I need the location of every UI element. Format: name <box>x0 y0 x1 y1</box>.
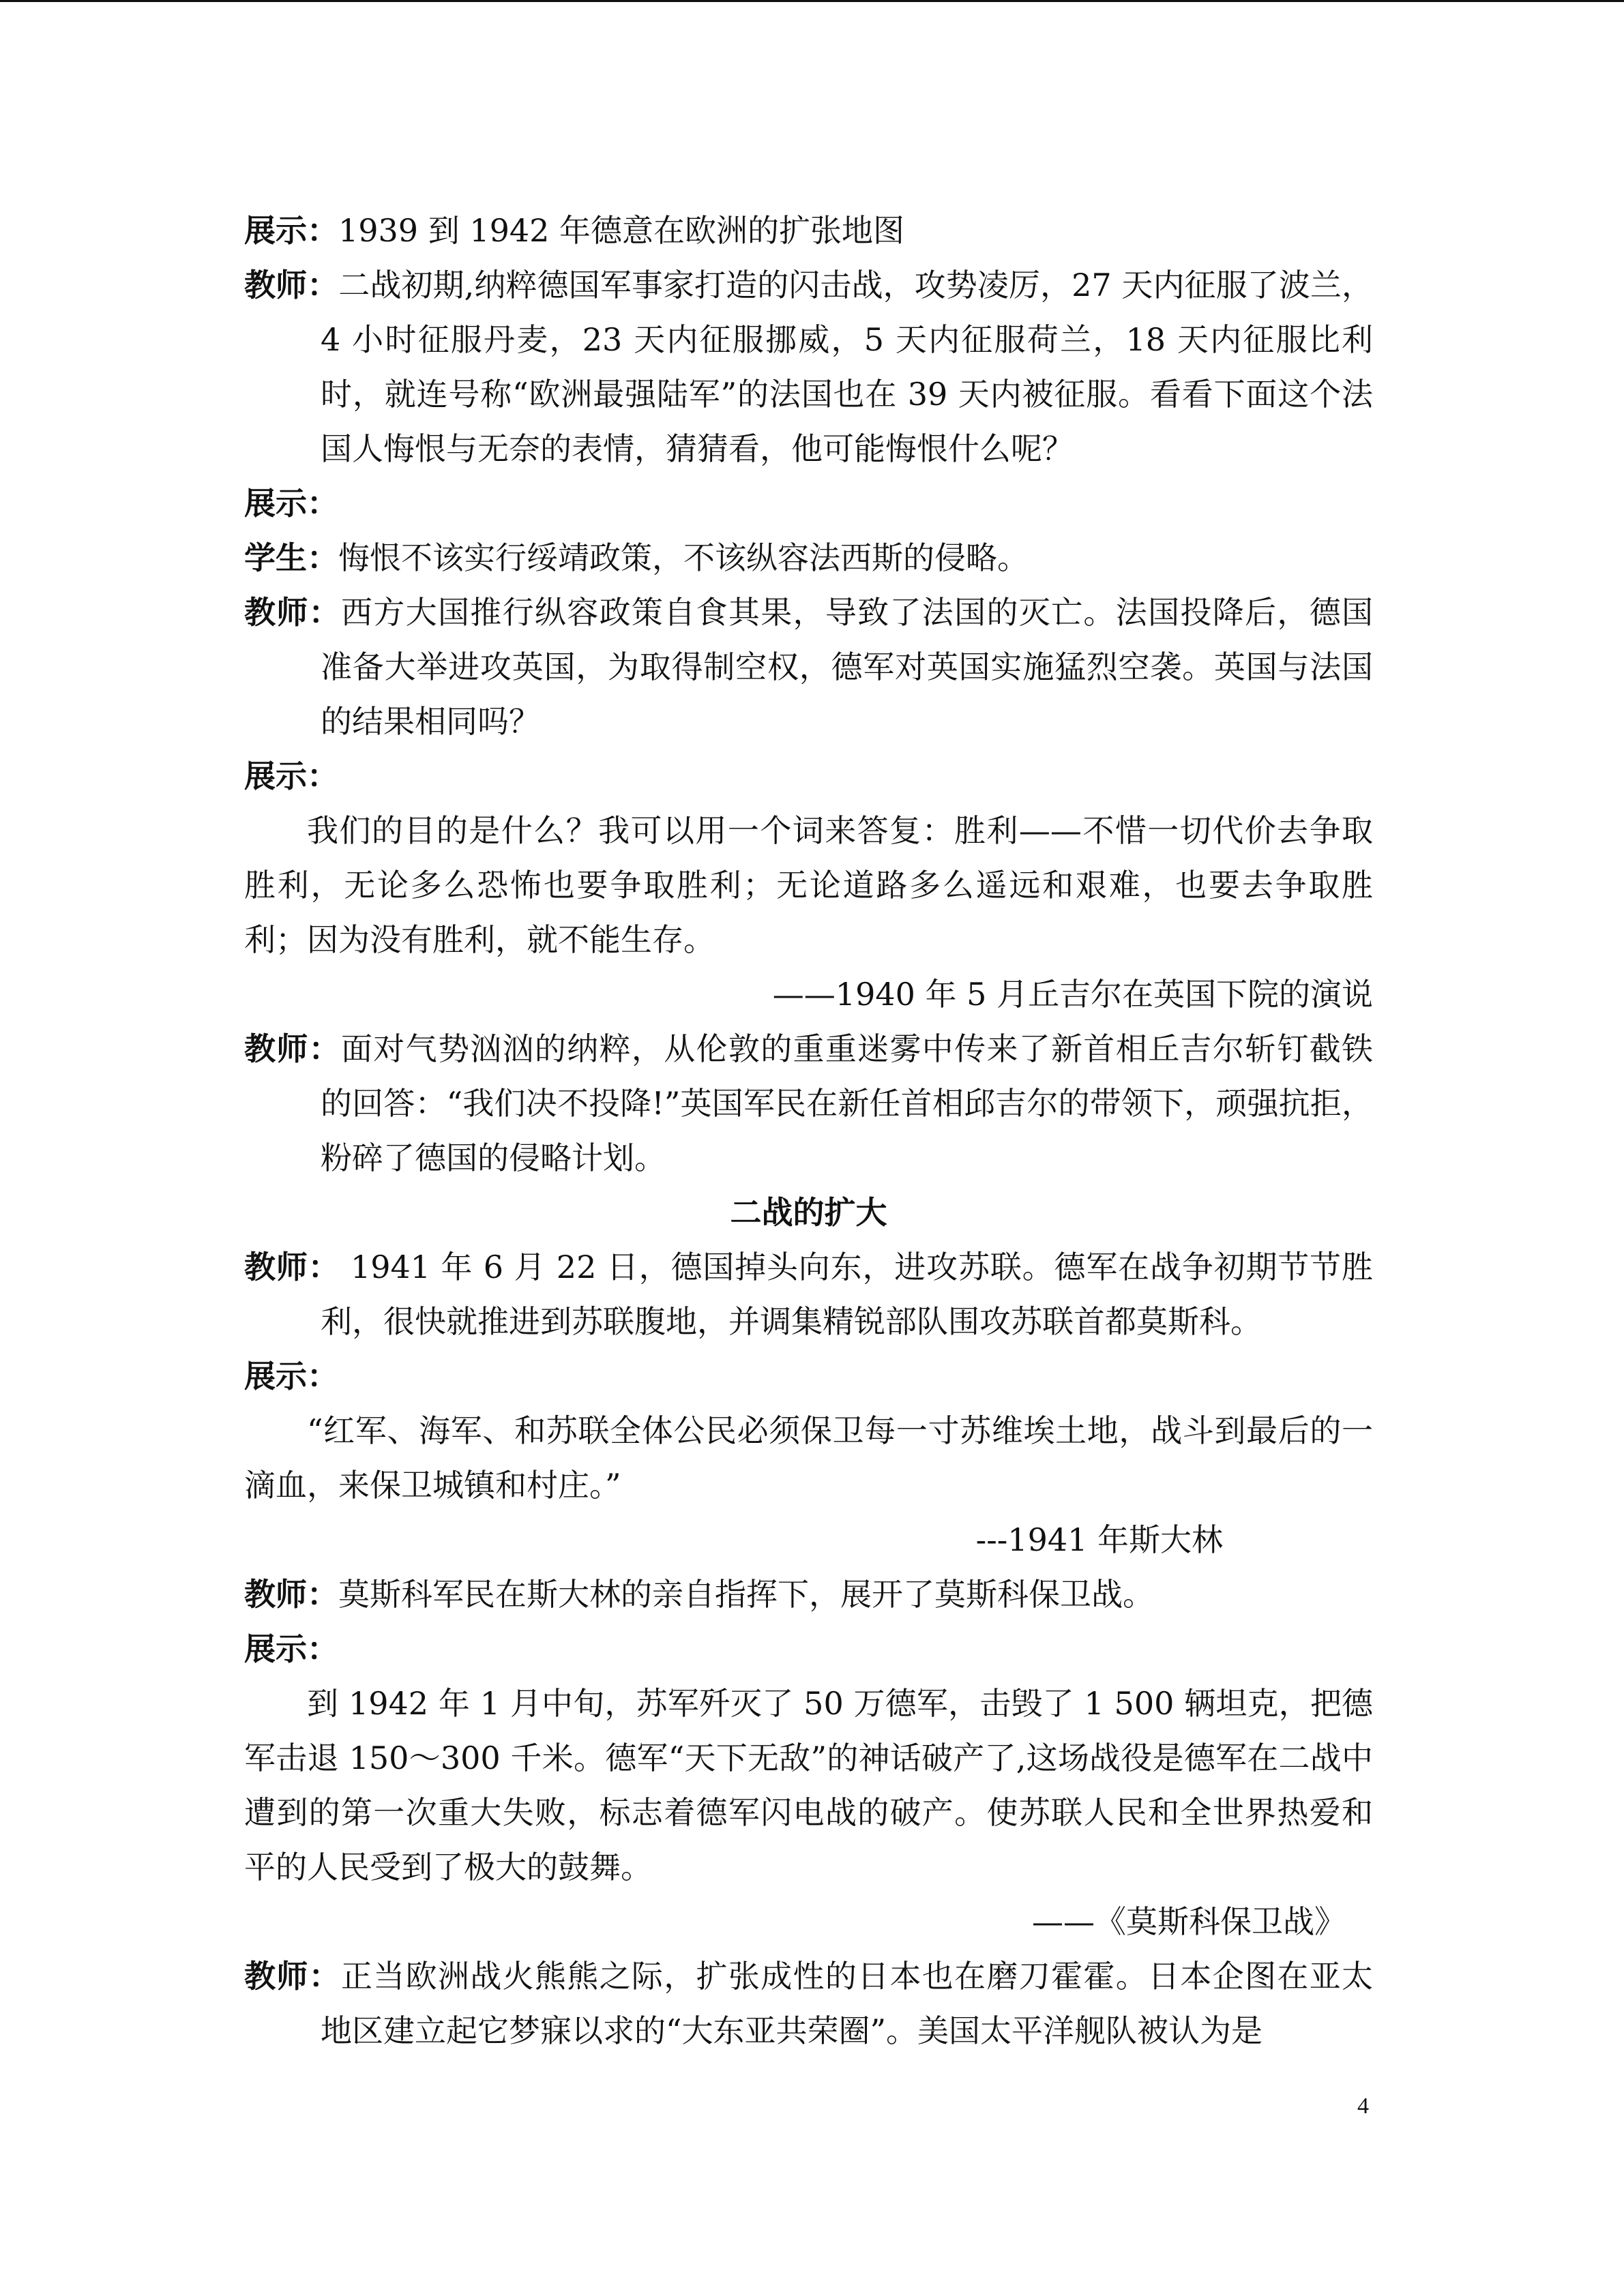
dialogue-paragraph: 学生：悔恨不该实行绥靖政策，不该纵容法西斯的侵略。 <box>244 539 1029 576</box>
speaker-label: 教师 <box>244 1958 309 1995</box>
speaker-label: 教师 <box>244 1576 307 1613</box>
dialogue-text: 西方大国推行纵容政策自食其果，导致了法国的灭亡。法国投降后，德国准备大举进攻英国，为取得制空权，德军对英国实施猛烈空袭。英国与法国的结果相同吗？ <box>321 594 1374 740</box>
quote-source: ——1940 年 5 月丘吉尔在英国下院的演说 <box>772 976 1373 1013</box>
quote-text: “红军、海军、和苏联全体公民必须保卫每一寸苏维埃土地，战斗到最后的一滴血，来保卫城镇和村庄。” <box>244 1412 1373 1504</box>
dialogue-paragraph: 展示：1939 到 1942 年德意在欧洲的扩张地图 <box>244 212 904 249</box>
section-label: 展示： <box>244 485 338 522</box>
speaker-label: 展示 <box>244 485 307 522</box>
dialogue-paragraph: 教师：西方大国推行纵容政策自食其果，导致了法国的灭亡。法国投降后，德国准备大举进攻英国，为取得制空权，德军对英国实施猛烈空袭。英国与法国的结果相同吗？ <box>244 594 1374 740</box>
speaker-label: 展示 <box>244 758 307 794</box>
speaker-label: 教师 <box>244 1030 309 1067</box>
dialogue-text: 悔恨不该实行绥靖政策，不该纵容法西斯的侵略。 <box>338 539 1029 576</box>
top-border-line <box>0 0 1624 2</box>
dialogue-text: 二战初期,纳粹德国军事家打造的闪击战，攻势凌厉，27 天内征服了波兰，4 小时征服丹麦，23 天内征服挪威，5 天内征服荷兰，18 天内征服比利时，就连号称“欧洲最强陆军”的法国也在 39 天内被征服。看看下面这个法国人悔恨与无奈的表情，猜猜看，他可能悔恨什么呢？ <box>321 267 1374 467</box>
dialogue-text: 1939 到 1942 年德意在欧洲的扩张地图 <box>338 212 904 249</box>
dialogue-text: 1941 年 6 月 22 日，德国掉头向东，进攻苏联。德军在战争初期节节胜利，很快就推进到苏联腹地，并调集精锐部队围攻苏联首都莫斯科。 <box>321 1249 1373 1340</box>
document-body <box>244 203 1373 2058</box>
speaker-label: 展示 <box>244 1358 307 1395</box>
speaker-label: 展示 <box>244 212 307 249</box>
speaker-label: 教师 <box>244 267 308 303</box>
dialogue-paragraph: 教师：正当欧洲战火熊熊之际，扩张成性的日本也在磨刀霍霍。日本企图在亚太地区建立起它梦寐以求的“大东亚共荣圈”。美国太平洋舰队被认为是 <box>244 1958 1374 2049</box>
page-number: 4 <box>1357 2093 1369 2119</box>
section-heading: 二战的扩大 <box>730 1194 887 1231</box>
speaker-label: 学生 <box>244 539 307 576</box>
quote-text: 到 1942 年 1 月中旬，苏军歼灭了 50 万德军，击毁了 1 500 辆坦克，把德军击退 150～300 千米。德军“天下无敌”的神话破产了,这场战役是德军在二战中遭到的第一次重大失败，标志着德军闪电战的破产。使苏联人民和全世界热爱和平的人民受到了极大的鼓舞。 <box>244 1685 1373 1885</box>
speaker-label: 教师 <box>244 594 309 631</box>
dialogue-text: 面对气势汹汹的纳粹，从伦敦的重重迷雾中传来了新首相丘吉尔斩钉截铁的回答：“我们决不投降!”英国军民在新任首相邱吉尔的带领下，顽强抗拒，粉碎了德国的侵略计划。 <box>321 1030 1374 1176</box>
quote-source: ——《莫斯科保卫战》 <box>1032 1903 1346 1940</box>
quote-source: ---1941 年斯大林 <box>975 1521 1223 1558</box>
section-label: 展示： <box>244 1358 338 1395</box>
dialogue-text: 正当欧洲战火熊熊之际，扩张成性的日本也在磨刀霍霍。日本企图在亚太地区建立起它梦寐以求的“大东亚共荣圈”。美国太平洋舰队被认为是 <box>321 1958 1374 2049</box>
dialogue-paragraph: 教师：莫斯科军民在斯大林的亲自指挥下，展开了莫斯科保卫战。 <box>244 1576 1154 1613</box>
section-label: 展示： <box>244 758 338 794</box>
speaker-label: 教师 <box>244 1249 308 1285</box>
dialogue-paragraph: 教师： 1941 年 6 月 22 日，德国掉头向东，进攻苏联。德军在战争初期节节胜利，很快就推进到苏联腹地，并调集精锐部队围攻苏联首都莫斯科。 <box>244 1249 1373 1340</box>
speaker-label: 展示 <box>244 1630 307 1667</box>
section-label: 展示： <box>244 1630 338 1667</box>
dialogue-text: 莫斯科军民在斯大林的亲自指挥下，展开了莫斯科保卫战。 <box>338 1576 1154 1613</box>
quote-text: 我们的目的是什么？我可以用一个词来答复：胜利——不惜一切代价去争取胜利，无论多么恐怖也要争取胜利；无论道路多么遥远和艰难，也要去争取胜利；因为没有胜利，就不能生存。 <box>244 812 1373 958</box>
dialogue-paragraph: 教师：面对气势汹汹的纳粹，从伦敦的重重迷雾中传来了新首相丘吉尔斩钉截铁的回答：“我们决不投降!”英国军民在新任首相邱吉尔的带领下，顽强抗拒，粉碎了德国的侵略计划。 <box>244 1030 1374 1176</box>
dialogue-paragraph: 教师：二战初期,纳粹德国军事家打造的闪击战，攻势凌厉，27 天内征服了波兰，4 小时征服丹麦，23 天内征服挪威，5 天内征服荷兰，18 天内征服比利时，就连号称“欧洲最强陆军”的法国也在 39 天内被征服。看看下面这个法国人悔恨与无奈的表情，猜猜看，他可能悔恨什么呢？ <box>244 267 1374 467</box>
